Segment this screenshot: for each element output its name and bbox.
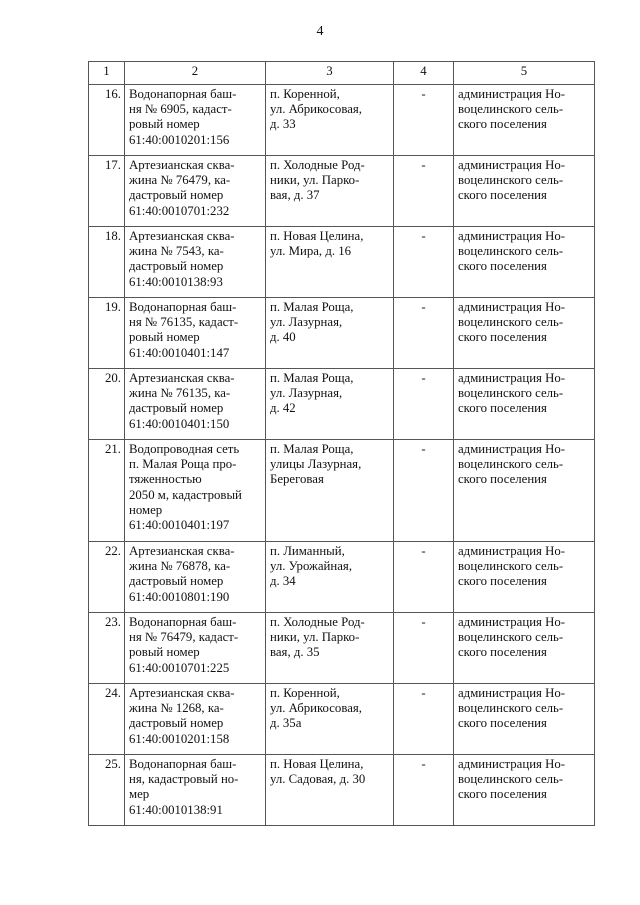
- address-cell: [266, 542, 394, 613]
- row-number-cell: 24.: [89, 684, 125, 755]
- owner-line: администрация Но-: [458, 686, 566, 700]
- object-name-line: Водонапорная баш-: [129, 300, 237, 314]
- column-4-cell: -: [394, 684, 454, 755]
- object-name-line: 61:40:0010401:150: [129, 416, 230, 431]
- row-number-cell: 19.: [89, 298, 125, 369]
- owner-line: ского поселения: [458, 472, 547, 487]
- owner-line: администрация Но-: [458, 757, 566, 771]
- column-4-cell: -: [394, 755, 454, 826]
- address-line: д. 42: [270, 401, 296, 416]
- column-header: 4: [394, 62, 454, 85]
- table-row: [89, 227, 595, 298]
- address-line: п. Коренной,: [270, 686, 340, 700]
- object-name-cell: [125, 227, 266, 298]
- owner-line: воцелинского сель-: [458, 244, 564, 259]
- owner-line: ского поселения: [458, 645, 547, 660]
- object-name-line: ровый номер: [129, 330, 200, 345]
- object-name-line: 61:40:0010401:147: [129, 345, 230, 360]
- object-name-line: Артезианская сква-: [129, 158, 235, 172]
- address-line: улицы Лазурная,: [270, 457, 362, 472]
- object-name-line: 2050 м, кадастровый: [129, 487, 242, 502]
- owner-line: ского поселения: [458, 787, 547, 802]
- object-name-line: 61:40:0010201:156: [129, 132, 230, 147]
- row-number-cell: 18.: [89, 227, 125, 298]
- address-cell: [266, 613, 394, 684]
- object-name-line: 61:40:0010201:158: [129, 731, 230, 746]
- address-line: п. Коренной,: [270, 87, 340, 101]
- object-name-cell: [125, 298, 266, 369]
- address-line: п. Малая Роща,: [270, 442, 354, 456]
- owner-line: воцелинского сель-: [458, 386, 564, 401]
- address-line: ул. Мира, д. 16: [270, 244, 352, 259]
- row-number-cell: 16.: [89, 85, 125, 156]
- owner-line: администрация Но-: [458, 615, 566, 629]
- owner-line: воцелинского сель-: [458, 173, 564, 188]
- object-name-line: жина № 7543, ка-: [129, 244, 224, 259]
- address-line: вая, д. 35: [270, 645, 320, 660]
- owner-line: воцелинского сель-: [458, 630, 564, 645]
- table-row: [89, 369, 595, 440]
- owner-cell: [454, 298, 595, 369]
- object-name-line: дастровый номер: [129, 574, 224, 589]
- table-row: [89, 156, 595, 227]
- owner-line: ского поселения: [458, 716, 547, 731]
- owner-line: ского поселения: [458, 330, 547, 345]
- owner-line: ского поселения: [458, 188, 547, 203]
- owner-line: ского поселения: [458, 117, 547, 132]
- object-name-line: ровый номер: [129, 645, 200, 660]
- owner-cell: [454, 755, 595, 826]
- address-cell: [266, 227, 394, 298]
- object-name-line: Водопроводная сеть: [129, 442, 240, 456]
- object-name-line: номер: [129, 502, 163, 517]
- address-line: д. 33: [270, 117, 296, 132]
- object-name-line: жина № 76135, ка-: [129, 386, 231, 401]
- object-name-cell: [125, 156, 266, 227]
- address-cell: [266, 369, 394, 440]
- address-cell: [266, 755, 394, 826]
- owner-line: администрация Но-: [458, 442, 566, 456]
- address-line: п. Холодные Род-: [270, 158, 365, 172]
- address-line: ники, ул. Парко-: [270, 173, 360, 188]
- table-row: [89, 684, 595, 755]
- column-header: 5: [454, 62, 595, 85]
- owner-line: воцелинского сель-: [458, 102, 564, 117]
- address-line: п. Холодные Род-: [270, 615, 365, 629]
- owner-line: администрация Но-: [458, 158, 566, 172]
- table-row: [89, 85, 595, 156]
- address-line: ул. Абрикосовая,: [270, 102, 362, 117]
- page-number: 4: [316, 24, 324, 39]
- owner-cell: [454, 227, 595, 298]
- row-number-cell: 21.: [89, 440, 125, 542]
- row-number-cell: 23.: [89, 613, 125, 684]
- object-name-line: жина № 76878, ка-: [129, 559, 231, 574]
- address-line: п. Малая Роща,: [270, 371, 354, 385]
- address-cell: [266, 156, 394, 227]
- object-name-line: Артезианская сква-: [129, 371, 235, 385]
- address-line: п. Новая Целина,: [270, 757, 364, 771]
- row-number-cell: 20.: [89, 369, 125, 440]
- object-name-cell: [125, 613, 266, 684]
- object-name-line: 61:40:0010701:232: [129, 203, 230, 218]
- object-name-line: 61:40:0010401:197: [129, 518, 230, 533]
- address-line: ул. Лазурная,: [270, 315, 343, 330]
- object-name-line: Артезианская сква-: [129, 229, 235, 243]
- column-4-cell: -: [394, 85, 454, 156]
- address-line: ул. Садовая, д. 30: [270, 772, 366, 787]
- owner-cell: [454, 440, 595, 542]
- table-row: [89, 440, 595, 542]
- column-4-cell: -: [394, 156, 454, 227]
- object-name-line: ня № 76135, кадаст-: [129, 315, 239, 330]
- object-name-line: ровый номер: [129, 117, 200, 132]
- address-line: Береговая: [270, 472, 324, 487]
- object-name-line: мер: [129, 787, 150, 802]
- owner-line: ского поселения: [458, 574, 547, 589]
- object-name-line: 61:40:0010138:91: [129, 802, 223, 817]
- address-line: п. Лиманный,: [270, 544, 345, 558]
- column-header: 1: [89, 62, 125, 85]
- object-name-line: 61:40:0010138:93: [129, 274, 223, 289]
- column-4-cell: -: [394, 227, 454, 298]
- table-header-row: [89, 62, 595, 85]
- address-line: ул. Урожайная,: [270, 559, 353, 574]
- column-4-cell: -: [394, 440, 454, 542]
- owner-cell: [454, 613, 595, 684]
- address-line: ул. Абрикосовая,: [270, 701, 362, 716]
- address-cell: [266, 85, 394, 156]
- column-header: 2: [125, 62, 266, 85]
- owner-line: ского поселения: [458, 401, 547, 416]
- object-name-line: ня № 76479, кадаст-: [129, 630, 239, 645]
- object-name-line: дастровый номер: [129, 401, 224, 416]
- owner-line: воцелинского сель-: [458, 559, 564, 574]
- object-name-line: жина № 76479, ка-: [129, 173, 231, 188]
- owner-line: администрация Но-: [458, 87, 566, 101]
- object-name-cell: [125, 684, 266, 755]
- object-name-line: 61:40:0010701:225: [129, 660, 230, 675]
- table-row: [89, 755, 595, 826]
- object-name-cell: [125, 542, 266, 613]
- row-number-cell: 17.: [89, 156, 125, 227]
- column-4-cell: -: [394, 613, 454, 684]
- objects-table: [88, 61, 595, 826]
- owner-cell: [454, 369, 595, 440]
- address-line: п. Малая Роща,: [270, 300, 354, 314]
- address-line: вая, д. 37: [270, 188, 320, 203]
- column-4-cell: -: [394, 542, 454, 613]
- owner-line: ского поселения: [458, 259, 547, 274]
- table-row: [89, 298, 595, 369]
- object-name-cell: [125, 440, 266, 542]
- object-name-line: 61:40:0010801:190: [129, 589, 230, 604]
- owner-line: администрация Но-: [458, 544, 566, 558]
- owner-line: воцелинского сель-: [458, 457, 564, 472]
- object-name-line: п. Малая Роща про-: [129, 457, 237, 472]
- object-name-cell: [125, 369, 266, 440]
- address-line: д. 40: [270, 330, 296, 345]
- address-cell: [266, 684, 394, 755]
- object-name-line: Водонапорная баш-: [129, 87, 237, 101]
- object-name-line: ня № 6905, кадаст-: [129, 102, 232, 117]
- object-name-line: дастровый номер: [129, 188, 224, 203]
- owner-line: администрация Но-: [458, 229, 566, 243]
- row-number-cell: 22.: [89, 542, 125, 613]
- object-name-line: дастровый номер: [129, 716, 224, 731]
- owner-cell: [454, 85, 595, 156]
- object-name-line: дастровый номер: [129, 259, 224, 274]
- column-4-cell: -: [394, 298, 454, 369]
- object-name-line: Водонапорная баш-: [129, 757, 237, 771]
- address-line: ники, ул. Парко-: [270, 630, 360, 645]
- owner-cell: [454, 156, 595, 227]
- object-name-cell: [125, 85, 266, 156]
- object-name-line: Артезианская сква-: [129, 544, 235, 558]
- owner-line: воцелинского сель-: [458, 315, 564, 330]
- table-row: [89, 542, 595, 613]
- object-name-line: ня, кадастровый но-: [129, 772, 239, 787]
- owner-line: воцелинского сель-: [458, 772, 564, 787]
- address-line: д. 34: [270, 574, 296, 589]
- object-name-line: Водонапорная баш-: [129, 615, 237, 629]
- address-line: д. 35а: [270, 716, 302, 731]
- table-row: [89, 613, 595, 684]
- address-line: п. Новая Целина,: [270, 229, 364, 243]
- owner-line: администрация Но-: [458, 300, 566, 314]
- owner-cell: [454, 684, 595, 755]
- object-name-line: Артезианская сква-: [129, 686, 235, 700]
- owner-line: администрация Но-: [458, 371, 566, 385]
- owner-line: воцелинского сель-: [458, 701, 564, 716]
- owner-cell: [454, 542, 595, 613]
- address-cell: [266, 298, 394, 369]
- object-name-line: жина № 1268, ка-: [129, 701, 224, 716]
- column-header: 3: [266, 62, 394, 85]
- object-name-cell: [125, 755, 266, 826]
- address-cell: [266, 440, 394, 542]
- column-4-cell: -: [394, 369, 454, 440]
- object-name-line: тяженностью: [129, 472, 202, 487]
- address-line: ул. Лазурная,: [270, 386, 343, 401]
- row-number-cell: 25.: [89, 755, 125, 826]
